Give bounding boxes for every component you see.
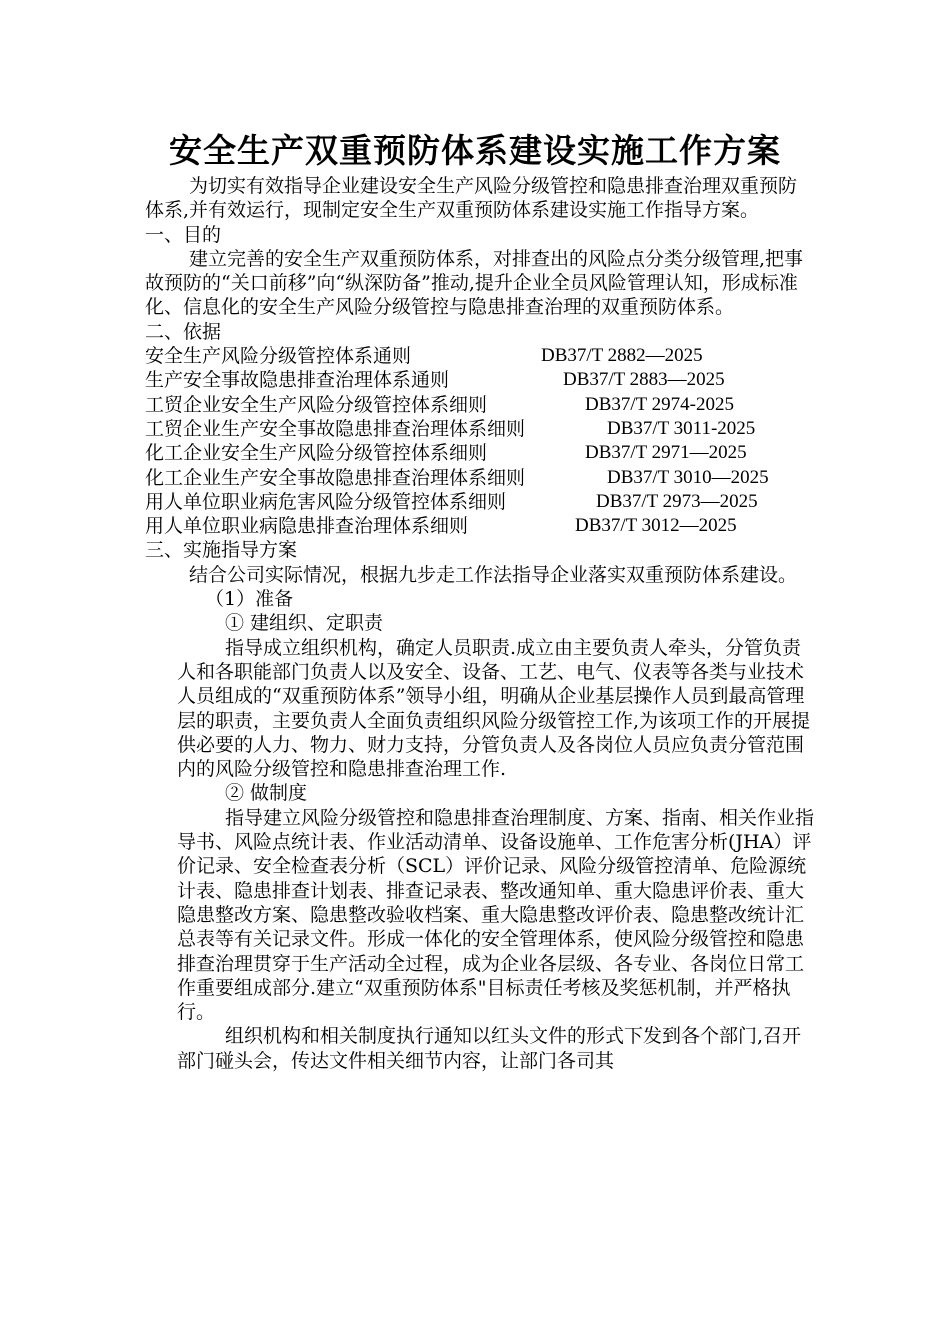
reference-code: DB37/T 2883—2025 [563,369,725,391]
reference-list [145,344,815,538]
system-paragraph: 指导建立风险分级管控和隐患排查治理制度、方案、指南、相关作业指导书、风险点统计表、作业活动清单、设备设施单、工作危害分析(JHA）评价记录、安全检查表分析（SCL）评价记录、风险分级管控清单、危险源统计表、隐患排查计划表、排查记录表、整改通知单、重大隐患评价表、重大隐患整改方案、隐患整改验收档案、重大隐患整改评价表、隐患整改统计汇总表等有关记录文件。形成一体化的安全管理体系，使风险分级管控和隐患排查治理贯穿于生产活动全过程，成为企业各层级、各专业、各岗位日常工作重要组成部分.建立“双重预防体系"目标责任考核及奖惩机制，并严格执行。 [177,806,815,1024]
intro-paragraph: 为切实有效指导企业建设安全生产风险分级管控和隐患排查治理双重预防体系,并有效运行，现制定安全生产双重预防体系建设实施工作指导方案。 [145,175,798,222]
step-heading-preparation: （1）准备 [205,588,294,611]
reference-code: DB37/T 2882—2025 [541,345,703,367]
reference-row [145,344,815,368]
reference-name: 用人单位职业病危害风险分级管控体系细则 [145,490,507,513]
reference-row [145,417,815,441]
reference-row [145,441,815,465]
reference-code: DB37/T 2973—2025 [596,490,758,512]
plan-paragraph: 结合公司实际情况，根据九步走工作法指导企业落实双重预防体系建设。 [189,563,798,586]
reference-row [145,514,815,538]
substep-heading-system: ② 做制度 [225,782,308,805]
reference-name: 化工企业安全生产风险分级管控体系细则 [145,442,488,465]
document-body [145,174,815,1073]
reference-code: DB37/T 3012—2025 [575,515,737,537]
reference-name: 工贸企业安全生产风险分级管控体系细则 [145,393,488,416]
reference-name: 用人单位职业病隐患排查治理体系细则 [145,515,469,538]
reference-code: DB37/T 2971—2025 [585,442,747,464]
purpose-paragraph: 建立完善的安全生产双重预防体系，对排查出的风险点分类分级管理,把事故预防的“关口前移”向“纵深防备”推动,提升企业全员风险管理认知，形成标准化、信息化的安全生产风险分级管控与隐患排查治理的双重预防体系。 [145,247,804,319]
organization-paragraph: 指导成立组织机构，确定人员职责.成立由主要负责人牵头，分管负责人和各职能部门负责人以及安全、设备、工艺、电气、仪表等各类与业技术人员组成的“双重预防体系”领导小组，明确从企业基层操作人员到最高管理层的职责，主要负责人全面负责组织风险分级管控工作,为该项工作的开展提供必要的人力、物力、财力支持，分管负责人及各岗位人员应负责分管范围内的风险分级管控和隐患排查治理工作. [177,636,811,781]
reference-code: DB37/T 3010—2025 [607,466,769,488]
document-title: 安全生产双重预防体系建设实施工作方案 [169,131,781,170]
reference-row [145,466,815,490]
reference-row [145,368,815,392]
reference-code: DB37/T 2974-2025 [585,393,735,415]
reference-code: DB37/T 3011-2025 [607,417,756,439]
reference-row [145,393,815,417]
section-heading-plan: 三、实施指导方案 [145,539,298,562]
reference-name: 安全生产风险分级管控体系通则 [145,345,412,368]
reference-name: 工贸企业生产安全事故隐患排查治理体系细则 [145,417,526,440]
reference-row [145,490,815,514]
substep-heading-organization: ① 建组织、定职责 [225,612,384,635]
notice-paragraph: 组织机构和相关制度执行通知以红头文件的形式下发到各个部门,召开部门碰头会，传达文件相关细节内容，让部门各司其 [177,1025,802,1072]
section-heading-purpose: 一、目的 [145,223,222,246]
reference-name: 化工企业生产安全事故隐患排查治理体系细则 [145,466,526,489]
section-heading-basis: 二、依据 [145,320,222,343]
reference-name: 生产安全事故隐患排查治理体系通则 [145,369,450,392]
